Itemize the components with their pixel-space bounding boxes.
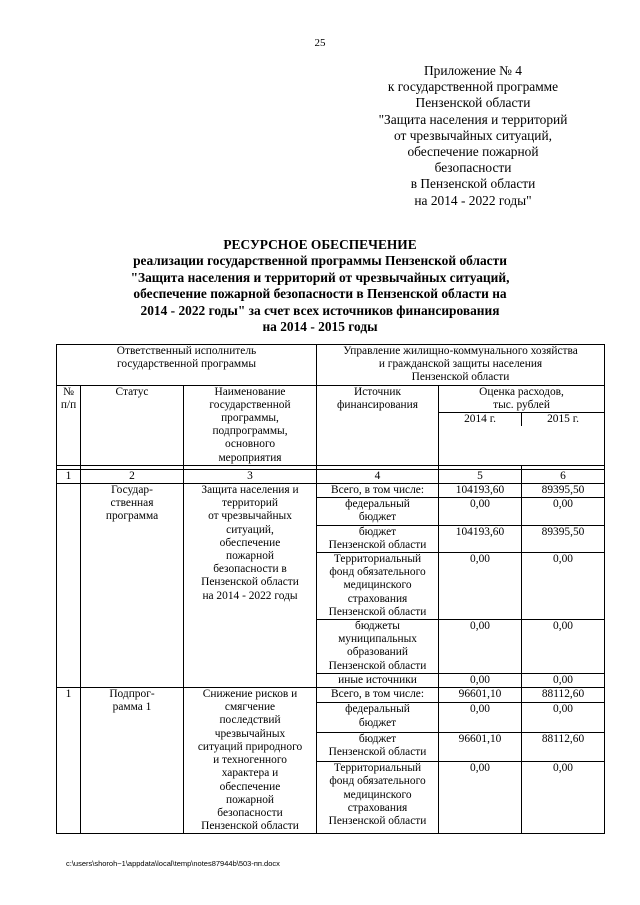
program-name-line: и техногенного [213, 754, 287, 767]
value-2015: 0,00 [522, 553, 605, 620]
column-number: 5 [439, 469, 522, 483]
appendix-line: в Пензенской области [410, 176, 536, 192]
header-status-line: Статус [115, 385, 149, 398]
status-line: Государ- [111, 484, 153, 497]
responsible-label [57, 345, 317, 386]
funding-source [317, 553, 439, 620]
program-name-line: смягчение [224, 701, 276, 714]
header-source-line: Источник [354, 385, 401, 398]
program-name-line: чрезвычайных [214, 727, 286, 740]
funding-source-line: медицинского [343, 788, 412, 801]
funding-source [317, 525, 439, 552]
responsible-row [57, 345, 605, 386]
program-name [184, 484, 317, 688]
row-number: 1 [57, 688, 81, 834]
header-num-line: п/п [60, 398, 77, 411]
title-line: "Защита населения и территорий от чрезвычайных ситуаций, [130, 269, 510, 285]
value-2015: 0,00 [522, 673, 605, 687]
appendix-line: к государственной программе [387, 79, 559, 95]
value-2015: 0,00 [522, 762, 605, 834]
value-2014: 0,00 [439, 673, 522, 687]
status-line: программа [105, 510, 159, 523]
header-name-line: Наименование [214, 385, 286, 398]
funding-source-line: Пензенской области [328, 605, 427, 618]
header-year-2014: 2014 г. [464, 413, 496, 426]
funding-source-line: фонд обязательного [329, 566, 426, 579]
resource-table [56, 344, 605, 834]
funding-source [317, 673, 439, 687]
program-name-line: пожарной [225, 793, 274, 806]
funding-source [317, 688, 439, 703]
appendix-line: безопасности [434, 160, 512, 176]
value-2015: 0,00 [522, 498, 605, 525]
responsible-label-line: государственной программы [116, 358, 256, 371]
program-name-line: ситуаций, [226, 523, 274, 536]
value-2014: 0,00 [439, 703, 522, 732]
title-line: 2014 - 2022 годы" за счет всех источников финансирования [140, 302, 500, 318]
funding-source-line: федеральный [345, 703, 410, 716]
header-estimate-line: Оценка расходов, [479, 385, 564, 398]
row-status [81, 688, 184, 834]
header-num [57, 385, 81, 465]
funding-source-line: бюджеты [355, 620, 400, 633]
title-line: на 2014 - 2015 годы [262, 319, 378, 335]
program-name-line: Снижение рисков и [202, 688, 298, 701]
funding-source-line: страхования [347, 592, 408, 605]
column-number: 3 [184, 469, 317, 483]
funding-source [317, 762, 439, 834]
header-row [57, 385, 605, 465]
value-2015: 89395,50 [522, 484, 605, 498]
program-name-line: на 2014 - 2022 годы [202, 589, 298, 602]
appendix-header [360, 63, 586, 209]
header-name-line: государственной [209, 398, 291, 411]
funding-source-line: образований [347, 646, 408, 659]
value-2014: 0,00 [439, 553, 522, 620]
header-year-2015: 2015 г. [521, 413, 604, 426]
document-title [0, 237, 640, 335]
header-num-line: № [63, 385, 74, 398]
appendix-line: на 2014 - 2022 годы" [414, 192, 532, 208]
header-source-line: финансирования [337, 398, 418, 411]
funding-source-line: иные источники [338, 673, 417, 686]
program-name-line: последствий [219, 714, 281, 727]
value-2015: 0,00 [522, 620, 605, 674]
program-name-line: ситуаций природного [197, 740, 303, 753]
program-name-line: характера и [221, 767, 279, 780]
column-numbers-row [57, 469, 605, 483]
column-number: 2 [81, 469, 184, 483]
funding-source-line: Пензенской области [328, 746, 427, 758]
funding-source-line: Пензенской области [328, 815, 427, 828]
funding-source-line: муниципальных [338, 633, 417, 646]
header-status [81, 385, 184, 465]
file-path-footer: c:\users\shoroh~1\appdata\local\temp\notes87944b\503-пп.docx [66, 859, 280, 868]
title-line: реализации государственной программы Пензенской области [133, 253, 507, 269]
funding-row [57, 688, 605, 703]
header-name [184, 385, 317, 465]
value-2015: 89395,50 [522, 525, 605, 552]
funding-source [317, 620, 439, 674]
value-2014: 0,00 [439, 498, 522, 525]
funding-source [317, 484, 439, 498]
value-2015: 0,00 [522, 703, 605, 732]
program-name-line: обеспечение [219, 536, 281, 549]
value-2014: 96601,10 [439, 688, 522, 703]
title-line: обеспечение пожарной безопасности в Пензенской области на [133, 286, 507, 302]
responsible-label-line: Ответственный исполнитель [116, 345, 257, 357]
responsible-value-line: Управление жилищно-коммунального хозяйства [343, 345, 578, 357]
funding-source-line: медицинского [343, 579, 412, 592]
funding-source [317, 498, 439, 525]
program-name-line: пожарной [225, 550, 274, 563]
header-source [317, 385, 439, 465]
title-line: РЕСУРСНОЕ ОБЕСПЕЧЕНИЕ [223, 237, 417, 252]
funding-source-line: Всего, в том числе: [331, 484, 424, 497]
funding-row [57, 484, 605, 498]
header-name-line: подпрограммы, [212, 425, 288, 438]
program-name-line: от чрезвычайных [208, 510, 292, 523]
value-2014: 104193,60 [439, 484, 522, 498]
funding-source-line: страхования [347, 801, 408, 814]
value-2014: 0,00 [439, 620, 522, 674]
header-name-line: мероприятия [218, 451, 282, 464]
value-2014: 96601,10 [439, 732, 522, 761]
page-number: 25 [314, 37, 326, 49]
header-name-line: программы, [221, 412, 279, 425]
program-name-line: обеспечение [219, 780, 281, 793]
funding-source-line: Пензенской области [328, 659, 427, 672]
responsible-value-line: и гражданской защиты населения [378, 358, 543, 371]
status-line: ственная [110, 497, 154, 510]
program-name-line: безопасности [217, 806, 283, 819]
value-2014: 0,00 [439, 762, 522, 834]
program-name-line: территорий [222, 497, 278, 510]
appendix-line: от чрезвычайных ситуаций, [393, 127, 552, 143]
status-line: Подпрог- [109, 688, 155, 701]
program-name-line: Пензенской области [201, 576, 299, 589]
header-name-line: основного [224, 438, 276, 451]
program-name-line: Защита населения и [201, 484, 299, 497]
funding-source [317, 703, 439, 732]
column-number: 6 [522, 469, 605, 483]
funding-source-line: бюджет [358, 716, 397, 729]
column-number: 4 [317, 469, 439, 483]
funding-source-line: федеральный [345, 498, 410, 511]
appendix-line: Пензенской области [415, 95, 531, 111]
value-2014: 104193,60 [439, 525, 522, 552]
funding-source-line: Территориальный [333, 553, 422, 566]
funding-source-line: бюджет [358, 732, 397, 745]
funding-source-line: Всего, в том числе: [331, 688, 424, 701]
program-name-line: Пензенской области [201, 820, 299, 833]
program-name-line: безопасности в [213, 563, 287, 576]
responsible-value [317, 345, 605, 386]
value-2015: 88112,60 [522, 688, 605, 703]
funding-source-line: бюджет [358, 525, 397, 538]
funding-source-line: Пензенской области [328, 538, 427, 551]
funding-source [317, 732, 439, 761]
funding-source-line: фонд обязательного [329, 775, 426, 788]
estimate-label [441, 386, 602, 412]
value-2015: 88112,60 [522, 732, 605, 761]
funding-source-line: бюджет [358, 511, 397, 524]
column-number: 1 [57, 469, 81, 483]
appendix-line: Приложение № 4 [423, 63, 523, 78]
header-estimate-line: тыс. рублей [493, 398, 550, 411]
responsible-value-line: Пензенской области [411, 371, 510, 384]
status-line: рамма 1 [112, 701, 152, 714]
program-name [184, 688, 317, 834]
funding-source-line: Территориальный [333, 762, 422, 775]
appendix-line: обеспечение пожарной [407, 144, 539, 160]
header-estimate [439, 385, 605, 465]
appendix-line: "Защита населения и территорий [378, 111, 568, 127]
row-status [81, 484, 184, 688]
row-number [57, 484, 81, 688]
